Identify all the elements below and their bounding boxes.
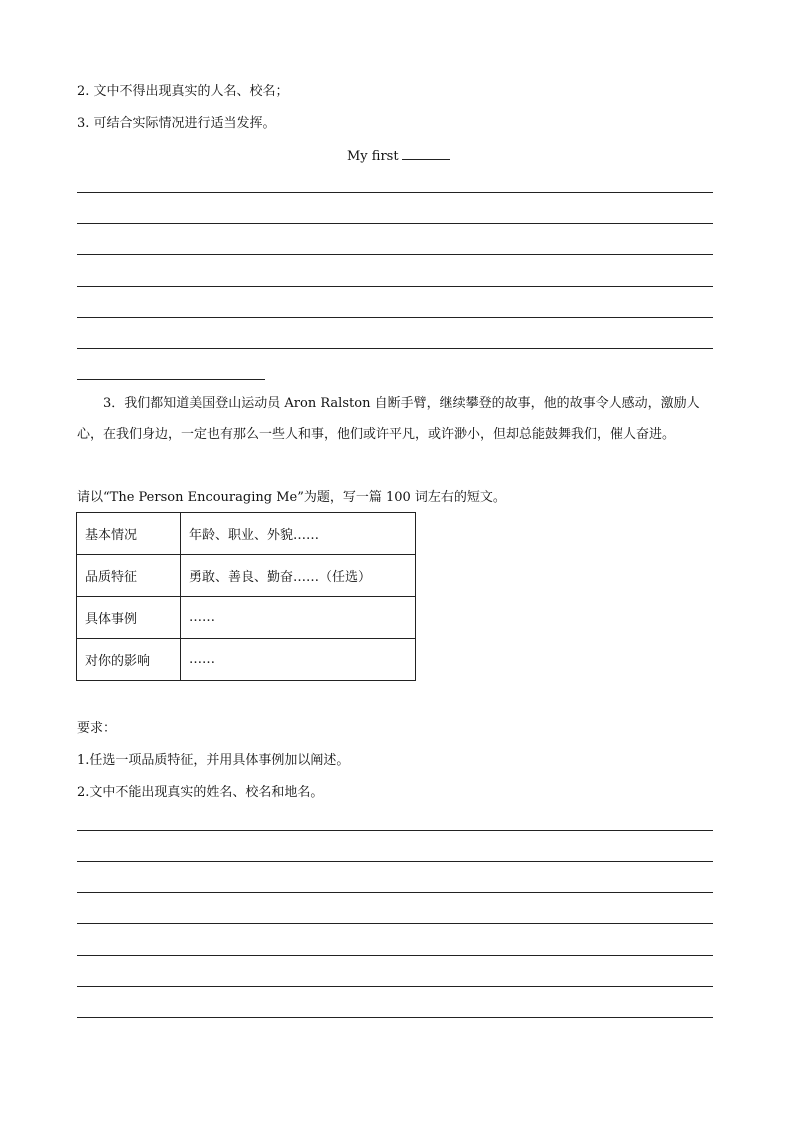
writing-line[interactable] [77, 223, 713, 224]
essay-title [347, 147, 450, 165]
writing-line[interactable] [77, 192, 713, 193]
writing-line[interactable] [77, 1017, 713, 1018]
requirement-item-1: 1.任选一项品质特征，并用具体事例加以阐述。 [77, 753, 350, 768]
table-label: 对你的影响 [77, 639, 181, 681]
writing-line[interactable] [77, 348, 713, 349]
writing-line[interactable] [77, 986, 713, 987]
writing-line[interactable] [77, 955, 713, 956]
question-3-text: 我们都知道美国登山运动员 Aron Ralston 自断手臂，继续攀登的故事，他的故事令人感动，激励人心，在我们身边，一定也有那么一些人和事，他们或许平凡，或许渺小，但却总能鼓舞我们，催人奋进。 [77, 396, 700, 442]
table-value: 勇敢、善良、勤奋……（任选） [181, 555, 416, 597]
question-3-number: 3． [103, 396, 125, 411]
table-value: …… [181, 597, 416, 639]
table-label: 品质特征 [77, 555, 181, 597]
writing-line[interactable] [77, 286, 713, 287]
table-row [77, 639, 416, 681]
table-label: 基本情况 [77, 513, 181, 555]
requirement-item-2: 2. 文中不得出现真实的人名、校名； [77, 84, 289, 99]
requirement-item-3: 3. 可结合实际情况进行适当发挥。 [77, 116, 276, 131]
requirements-heading: 要求： [77, 721, 117, 736]
writing-line[interactable] [77, 317, 713, 318]
writing-line[interactable] [77, 254, 713, 255]
table-row [77, 513, 416, 555]
table-row [77, 555, 416, 597]
writing-line[interactable] [77, 892, 713, 893]
requirement-item-2b: 2.文中不能出现真实的姓名、校名和地名。 [77, 785, 324, 800]
title-blank[interactable] [402, 147, 450, 160]
writing-line[interactable] [77, 861, 713, 862]
table-label: 具体事例 [77, 597, 181, 639]
outline-table [76, 512, 416, 681]
essay-title-prefix: My first [347, 149, 399, 164]
table-value: …… [181, 639, 416, 681]
writing-line[interactable] [77, 830, 713, 831]
writing-line-short[interactable] [77, 379, 265, 380]
question-3-paragraph [77, 388, 717, 450]
question-3-instruction: 请以“The Person Encouraging Me”为题，写一篇 100 词左右的短文。 [77, 490, 506, 505]
table-value: 年龄、职业、外貌…… [181, 513, 416, 555]
writing-line[interactable] [77, 923, 713, 924]
table-row [77, 597, 416, 639]
